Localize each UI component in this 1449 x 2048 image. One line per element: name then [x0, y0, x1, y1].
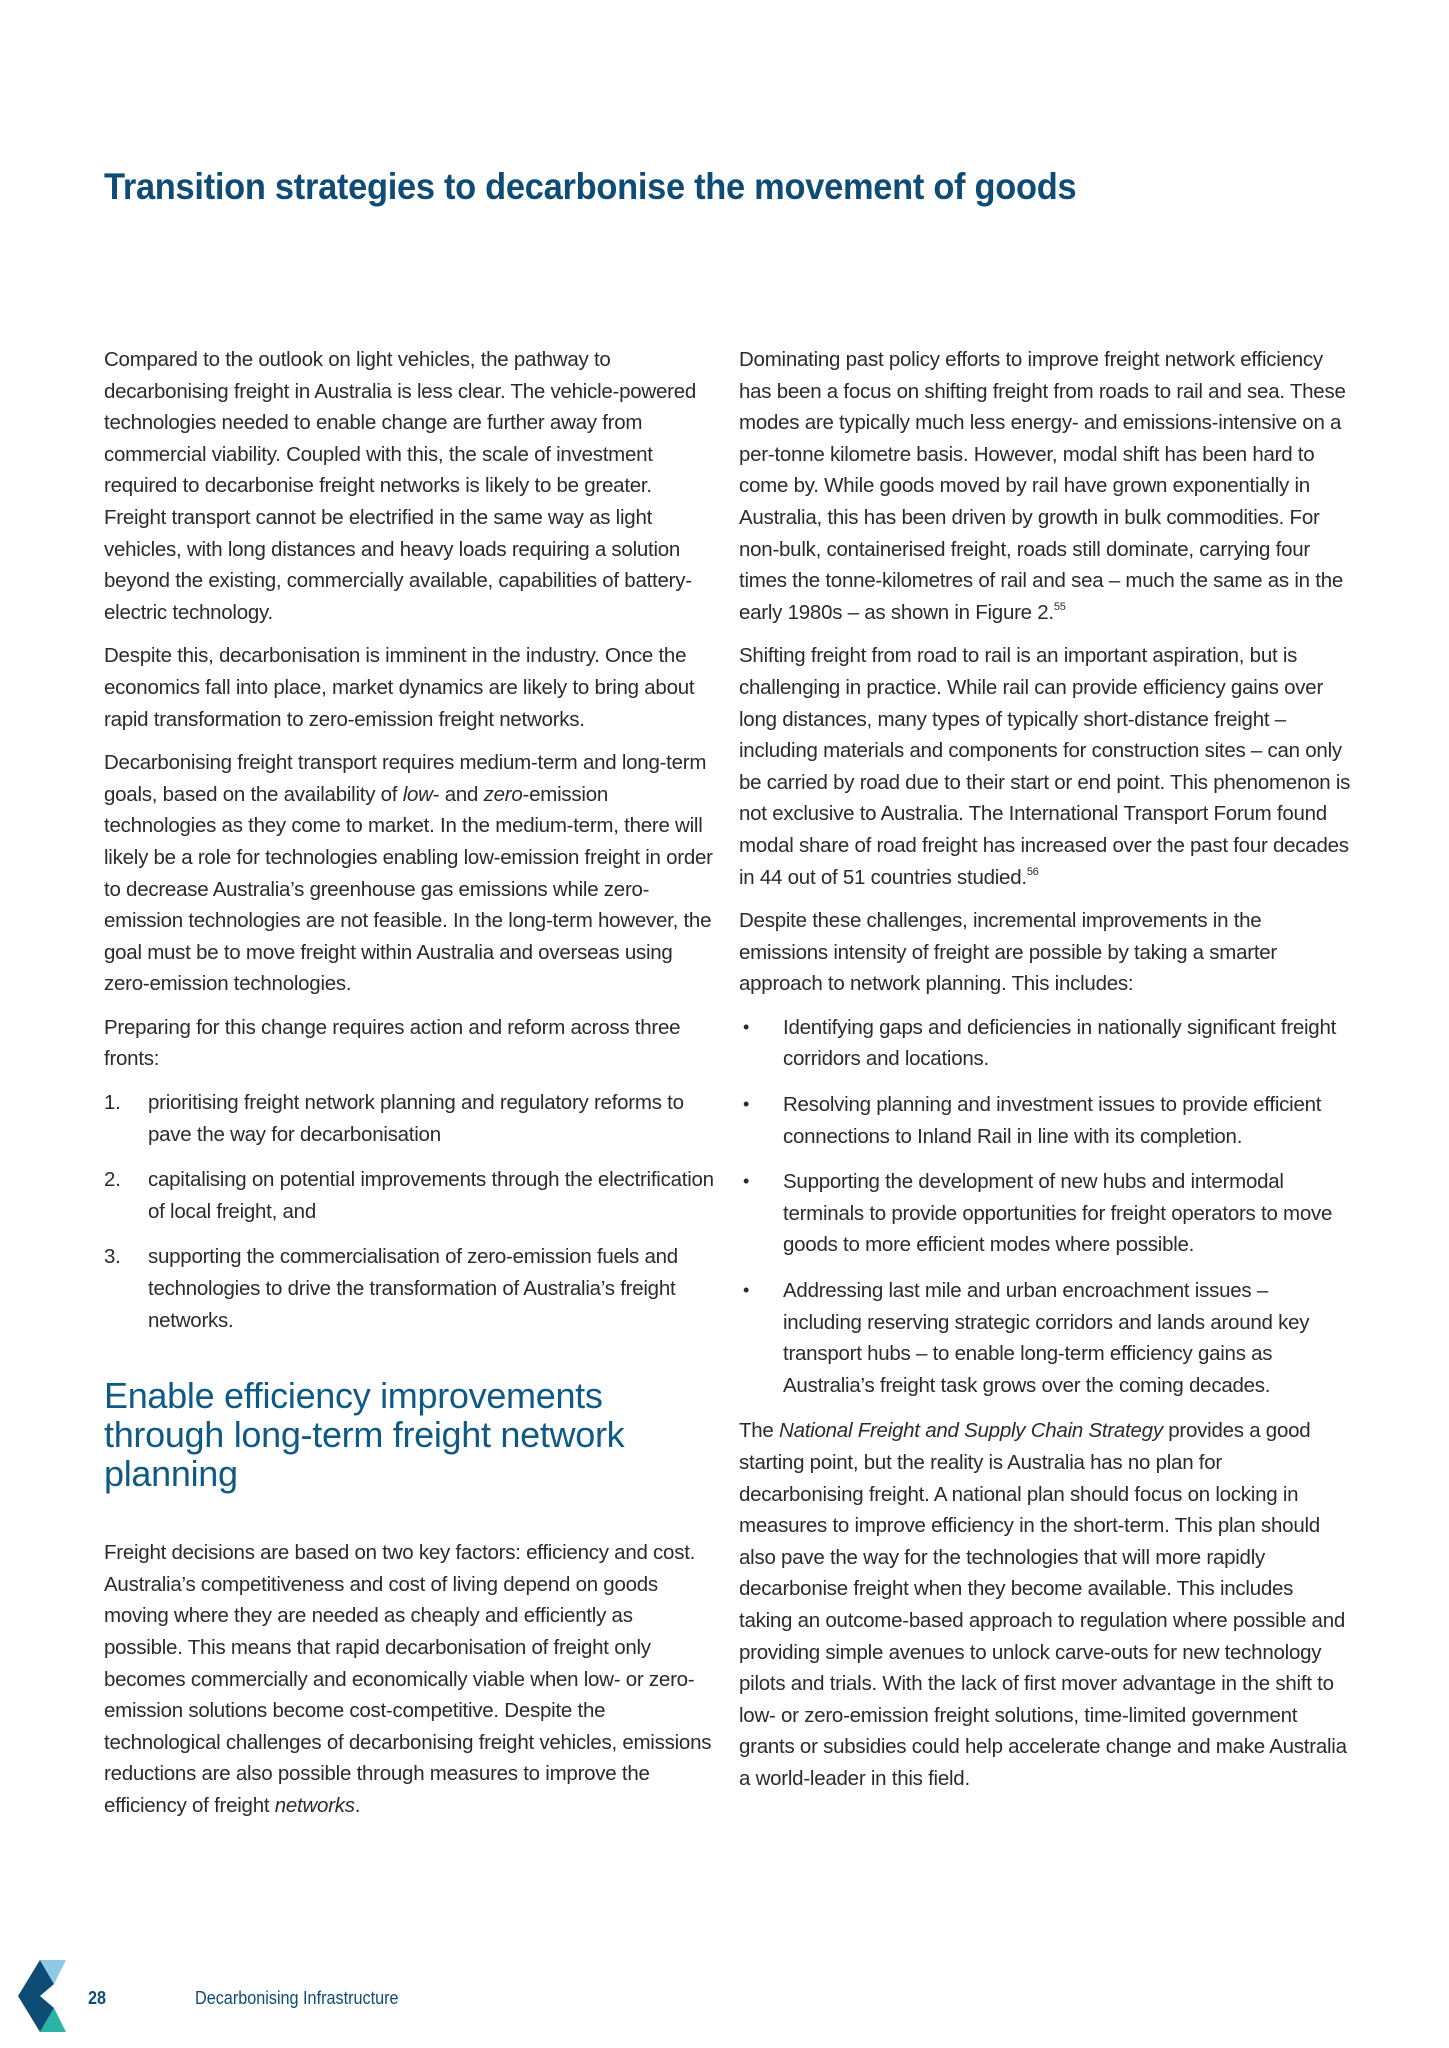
left-column — [104, 344, 716, 1834]
chevron-left-logo-icon — [18, 1960, 70, 2032]
list-item: • Supporting the development of new hubs and intermodal terminals to provide opportunities for freight operators to move goods to more efficient modes where possible. — [739, 1166, 1351, 1261]
list-marker: 3. — [104, 1245, 121, 1269]
bullet-icon: • — [743, 1171, 750, 1192]
list-item: • Identifying gaps and deficiencies in nationally significant freight corridors and locations. — [739, 1012, 1351, 1075]
bullet-list — [739, 1012, 1351, 1402]
footnote-reference[interactable]: 56 — [1026, 865, 1039, 878]
paragraph: Despite these challenges, incremental improvements in the emissions intensity of freight are possible by taking a smarter approach to network planning. This includes: — [739, 909, 1278, 996]
paragraph: Decarbonising freight transport requires medium-term and long-term goals, based on the availability of low- and zero-emission technologies as they come to market. In the medium-term, there will likely be a role for technologies enabling low-emission freight in order to decrease Australia’s greenhouse gas emissions while zero-emission technologies are not feasible. In the long-term however, the goal must be to move freight within Australia and overseas using zero-emission technologies. — [104, 751, 713, 996]
paragraph: Compared to the outlook on light vehicles, the pathway to decarbonising freight in Australia is less clear. The vehicle-powered technologies needed to enable change are further away from commercial viability. Coupled with this, the scale of investment required to decarbonise freight networks is likely to be greater. Freight transport cannot be electrified in the same way as light vehicles, with long distances and heavy loads requiring a solution beyond the existing, commercially available, capabilities of battery-electric technology. — [104, 348, 697, 624]
paragraph: Shifting freight from road to rail is an important aspiration, but is challenging in practice. While rail can provide efficiency gains over long distances, many types of typically short-distance freight – including materials and components for construction sites – can only be carried by road due to their start or end point. This phenomenon is not exclusive to Australia. The International Transport Forum found modal share of road freight has increased over the past four decades in 44 out of 51 countries studied.$^{56}$ — [739, 644, 1351, 889]
section-heading: Enable efficiency improvements through long-term freight network planning — [104, 1375, 625, 1495]
list-item: 2. capitalising on potential improvements through the electrification of local freight, and — [104, 1164, 716, 1227]
italic-text: zero — [483, 782, 523, 806]
page-number: 28 — [88, 1988, 107, 2008]
numbered-list — [104, 1087, 716, 1336]
paragraph: The National Freight and Supply Chain Strategy provides a good starting point, but the reality is Australia has no plan for decarbonising freight. A national plan should focus on locking in measures to improve efficiency in the short-term. This plan should also pave the way for the technologies that will more rapidly decarbonise freight when they become available. This includes taking an outcome-based approach to regulation where possible and providing simple avenues to unlock carve-outs for new technology pilots and trials. With the lack of first mover advantage in the shift to low- or zero-emission freight solutions, time-limited government grants or subsidies could help accelerate change and make Australia a world-leader in this field. — [739, 1419, 1347, 1790]
paragraph: Despite this, decarbonisation is imminent in the industry. Once the economics fall into place, market dynamics are likely to bring about rapid transformation to zero-emission freight networks. — [104, 644, 695, 731]
right-column — [739, 344, 1351, 1807]
bullet-icon: • — [743, 1280, 750, 1301]
list-item: 1. prioritising freight network planning and regulatory reforms to pave the way for decarbonisation — [104, 1087, 716, 1150]
italic-text: low — [402, 782, 433, 806]
list-marker: 2. — [104, 1168, 121, 1192]
page-title: Transition strategies to decarbonise the movement of goods — [104, 166, 1077, 207]
paragraph: Freight decisions are based on two key factors: efficiency and cost. Australia’s competitiveness and cost of living depend on goods moving where they are needed as cheaply and efficiently as possible. This means that rapid decarbonisation of freight only becomes commercially and economically viable when low- or zero-emission solutions become cost-competitive. Despite the technological challenges of decarbonising freight vehicles, emissions reductions are also possible through measures to improve the efficiency of freight networks. — [104, 1541, 712, 1817]
bullet-icon: • — [743, 1016, 750, 1037]
paragraph: Preparing for this change requires action and reform across three fronts: — [104, 1015, 681, 1071]
document-title: Decarbonising Infrastructure — [195, 1988, 399, 2008]
list-item: • Addressing last mile and urban encroachment issues – including reserving strategic corridors and lands around key transport hubs – to enable long-term efficiency gains as Australia’s freight task grows over the coming decades. — [739, 1275, 1351, 1401]
footnote-reference[interactable]: 55 — [1053, 600, 1066, 613]
list-item: 3. supporting the commercialisation of zero-emission fuels and technologies to drive the transformation of Australia’s freight networks. — [104, 1241, 716, 1336]
paragraph: Dominating past policy efforts to improve freight network efficiency has been a focus on shifting freight from roads to rail and sea. These modes are typically much less energy- and emissions-intensive on a per-tonne kilometre basis. However, modal shift has been hard to come by. While goods moved by rail have grown exponentially in Australia, this has been driven by growth in bulk commodities. For non-bulk, containerised freight, roads still dominate, carrying four times the tonne-kilometres of rail and sea – much the same as in the early 1980s – as shown in Figure 2.55 — [739, 348, 1346, 624]
list-marker: 1. — [104, 1091, 121, 1115]
list-item: • Resolving planning and investment issues to provide efficient connections to Inland Rail in line with its completion. — [739, 1089, 1351, 1152]
bullet-icon: • — [743, 1094, 750, 1115]
italic-text: networks — [274, 1793, 355, 1817]
italic-text: National Freight and Supply Chain Strategy — [779, 1419, 1163, 1443]
